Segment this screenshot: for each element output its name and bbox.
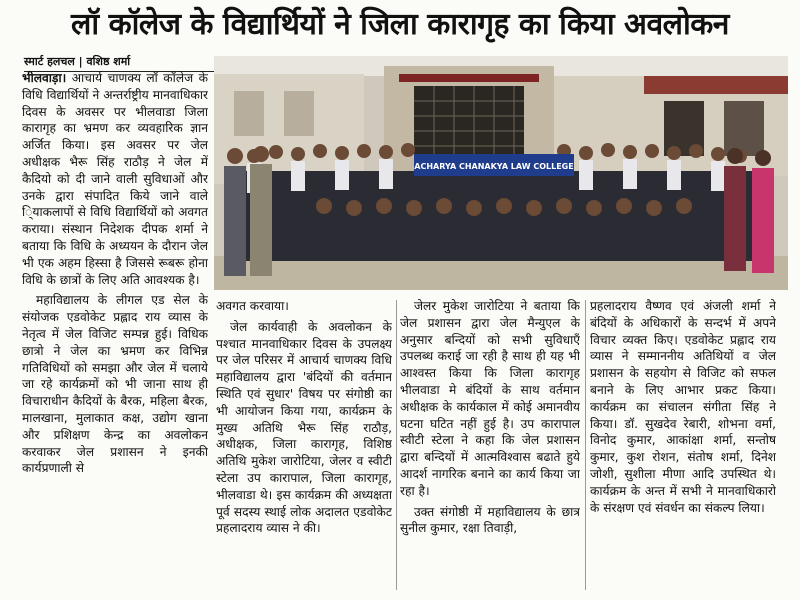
- group-photo: [214, 56, 788, 290]
- paragraph: प्रहलादराय वैष्णव एवं अंजली शर्मा ने बंदियों के अधिकारों के सन्दर्भ में अपने विचार व्यक्त किए। एडवोकेट प्रह्लाद राय व्यास ने सम्माननीय अतिथियों व जेल प्रशासन के सहयोग से विजिट को सफल बनाने के लिए आभार प्रकट किया। कार्यक्रम का संचालन संगीता सिंह ने किया। डॉ. सुखदेव रेबारी, शोभना वर्मा, विनोद कुमार, आकांक्षा शर्मा, सन्तोष कुमार, कुश रोशन, संतोष शर्मा, दिनेश जोशी, सुशीला मीणा आदि उपस्थित थे। कार्यक्रम के अन्त में सभी ने मानवाधिकारो के संरक्षण एवं संवर्धन का संकल्प लिया।: [590, 299, 776, 515]
- article-column-1: [22, 70, 208, 598]
- paragraph: जेल कार्यवाही के अवलोकन के पश्चात मानवाधिकार दिवस के उपलक्ष्य पर जेल परिसर में आचार्य चाणक्य विधि महाविद्यालय द्वारा 'बंदियों की वर्तमान स्थिति एवं सुधार' विषय पर संगोष्ठी का भी आयोजन किया गया, कार्यक्रम के मुख्य अतिथि भैरू सिंह राठौड़, अधीक्षक, जिला कारागृह, विशिष्ठ अतिथि मुकेश जारोटिया, जेलर व स्वीटी स्टेला उप कारापाल, जिला कारागृह, भीलवाडा थे। इस कार्यक्रम की अध्यक्षता पूर्व सदस्य स्थाई लोक अदालत एडवोकेट प्रहलादराय व्यास ने की।: [216, 319, 392, 536]
- paragraph: जेलर मुकेश जारोटिया ने बताया कि जेल प्रशासन द्वारा जेल मैन्युएल के अनुसार बन्दियों को सभी सुविधाएँ उपलब्ध कराई जा रही है साथ ही यह भी आश्वस्त किया कि जिला कारागृह भीलवाडा मे बंदियों के साथ वर्तमान अधीक्षक के कार्यकाल में कोई अमानवीय घटना घटित नहीं हुई है। उप कारापाल स्वीटी स्टेला ने कहा कि जेल प्रशासन द्वारा बन्दियों में आत्मविश्वास बढाते हुये आदर्श नागरिक बनाने का कार्य किया जा रहा है।: [400, 299, 580, 498]
- column-divider: [585, 300, 586, 590]
- byline: स्मार्ट हलचल | वशिष्ठ शर्मा: [24, 55, 214, 72]
- paragraph: अवगत करवाया।: [216, 299, 289, 313]
- paragraph: महाविद्यालय के लीगल एड सेल के संयोजक एडवोकेट प्रह्लाद राय व्यास के नेतृत्व में जेल विजिट सम्पन्न हुई। विधिक छात्रो ने जेल का भ्रमण कर विभिन्न गतिविधियों को समझा और जेल में चलाये जा रहे कार्यक्रमों को भी जाना साथ ही विचाराधीन कैदियों के बैरक, महिला बैरक, मालखाना, मुलाकात कक्ष, उद्योग खाना और प्रशिक्षण केन्द्र का अवलोकन करवाकर जेल प्रशासन ने इनकी कार्यप्रणाली से: [22, 293, 208, 476]
- column-divider: [396, 300, 397, 590]
- dateline: भीलवाड़ा।: [22, 71, 67, 85]
- paragraph: [22, 70, 208, 288]
- paragraph-text: आचार्य चाणक्य लॉ कॉलेज के विधि विद्यार्थियों ने अन्तर्राष्ट्रीय मानवाधिकार दिवस के अवसर पर भीलवाडा जिला कारागृह का भ्रमण कर व्यवहारिक ज्ञान अर्जित किया। इस अवसर पर जेल अधीक्षक भैरू सिंह राठौड़ ने जेल में कैदियो को दी जाने वाली सुविधाओं और उनके द्वारा संपादित किये जाने वाले ि्याकलापों से विधि विद्यार्थियों को अवगत कराया। संस्थान निदेशक दीपक शर्मा ने बताया कि विधि के अध्ययन के दौरान जेल भी एक अहम हिस्सा है जिससे रूबरू होना विधि के छात्रों के लिए अति आवश्यक है।: [22, 71, 208, 287]
- banner-text: ACHARYA CHANAKYA LAW COLLEGE: [414, 162, 574, 171]
- paragraph: उक्त संगोष्ठी में महाविद्यालय के छात्र सुनील कुमार, रक्षा तिवाड़ी,: [400, 504, 580, 536]
- article-column-2: [216, 298, 392, 598]
- article-column-3: [400, 298, 580, 598]
- article-column-4: [590, 298, 776, 598]
- headline: लॉ कॉलेज के विद्यार्थियों ने जिला कारागृह का किया अवलोकन: [71, 7, 729, 42]
